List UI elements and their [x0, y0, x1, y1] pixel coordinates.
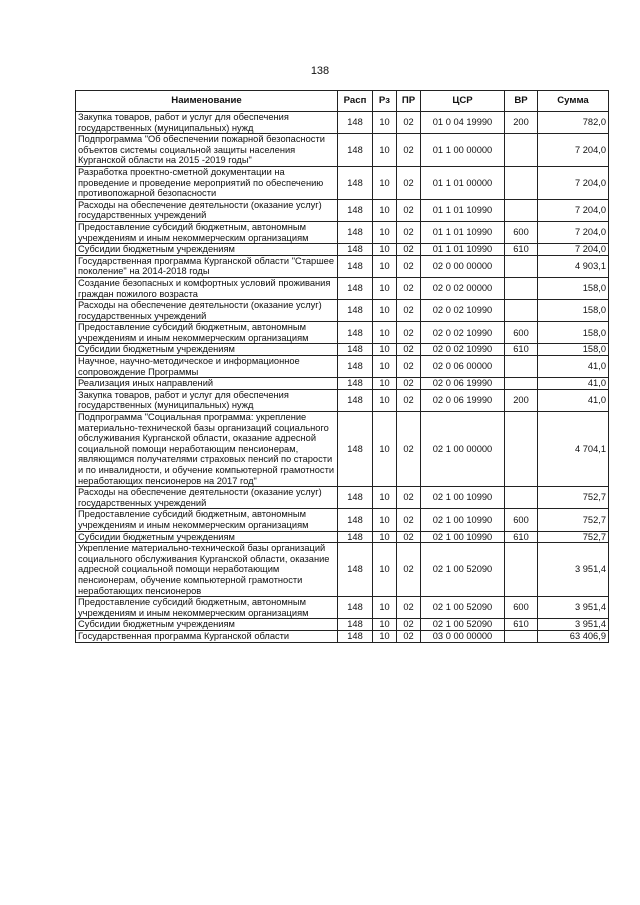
row-pr: 02	[397, 597, 421, 619]
row-csr: 02 1 00 10990	[421, 509, 505, 531]
row-rasp: 148	[338, 619, 373, 631]
row-rz: 10	[373, 509, 397, 531]
row-pr: 02	[397, 112, 421, 134]
row-vr	[505, 277, 538, 299]
row-csr: 02 0 02 10990	[421, 344, 505, 356]
row-rasp: 148	[338, 134, 373, 167]
row-vr: 200	[505, 389, 538, 411]
row-csr: 02 1 00 00000	[421, 412, 505, 487]
row-name: Закупка товаров, работ и услуг для обеспечения государственных (муниципальных) нужд	[76, 389, 338, 411]
table-row	[76, 630, 609, 642]
row-csr: 02 0 02 10990	[421, 300, 505, 322]
row-csr: 01 1 00 00000	[421, 134, 505, 167]
row-rz: 10	[373, 543, 397, 597]
row-rasp: 148	[338, 322, 373, 344]
row-name: Предоставление субсидий бюджетным, автономным учреждениям и иным некоммерческим организациям	[76, 322, 338, 344]
row-name: Разработка проектно-сметной документации на проведение и проведение мероприятий по обеспечению противопожарной безопасности	[76, 166, 338, 199]
row-csr: 01 1 01 00000	[421, 166, 505, 199]
row-pr: 02	[397, 166, 421, 199]
table-row	[76, 389, 609, 411]
row-pr: 02	[397, 244, 421, 256]
row-rasp: 148	[338, 509, 373, 531]
row-rasp: 148	[338, 531, 373, 543]
row-csr: 02 0 06 19990	[421, 389, 505, 411]
row-vr: 610	[505, 619, 538, 631]
row-name: Предоставление субсидий бюджетным, автономным учреждениям и иным некоммерческим организациям	[76, 509, 338, 531]
row-rz: 10	[373, 322, 397, 344]
row-sum: 752,7	[538, 509, 609, 531]
row-vr	[505, 378, 538, 390]
row-rz: 10	[373, 389, 397, 411]
row-vr	[505, 412, 538, 487]
row-rz: 10	[373, 412, 397, 487]
row-pr: 02	[397, 199, 421, 221]
row-rasp: 148	[338, 378, 373, 390]
column-header-name: Наименование	[76, 91, 338, 112]
row-pr: 02	[397, 412, 421, 487]
row-sum: 158,0	[538, 300, 609, 322]
row-rasp: 148	[338, 630, 373, 642]
row-rasp: 148	[338, 255, 373, 277]
row-sum: 7 204,0	[538, 134, 609, 167]
row-name: Государственная программа Курганской области "Старшее поколение" на 2014-2018 годы	[76, 255, 338, 277]
row-vr	[505, 356, 538, 378]
table-row	[76, 543, 609, 597]
row-sum: 7 204,0	[538, 199, 609, 221]
column-header-rz: Рз	[373, 91, 397, 112]
row-rz: 10	[373, 300, 397, 322]
row-rasp: 148	[338, 112, 373, 134]
row-name: Государственная программа Курганской области	[76, 630, 338, 642]
row-csr: 01 1 01 10990	[421, 199, 505, 221]
column-header-csr: ЦСР	[421, 91, 505, 112]
row-rz: 10	[373, 255, 397, 277]
row-rz: 10	[373, 244, 397, 256]
row-sum: 158,0	[538, 344, 609, 356]
row-pr: 02	[397, 255, 421, 277]
row-rasp: 148	[338, 543, 373, 597]
table-row	[76, 221, 609, 243]
row-rasp: 148	[338, 389, 373, 411]
row-name: Предоставление субсидий бюджетным, автономным учреждениям и иным некоммерческим организациям	[76, 221, 338, 243]
row-name: Предоставление субсидий бюджетным, автономным учреждениям и иным некоммерческим организациям	[76, 597, 338, 619]
column-header-pr: ПР	[397, 91, 421, 112]
row-sum: 3 951,4	[538, 597, 609, 619]
row-sum: 3 951,4	[538, 619, 609, 631]
row-pr: 02	[397, 509, 421, 531]
row-csr: 01 1 01 10990	[421, 244, 505, 256]
table-row	[76, 166, 609, 199]
row-pr: 02	[397, 619, 421, 631]
table-row	[76, 344, 609, 356]
row-csr: 02 0 02 10990	[421, 322, 505, 344]
row-pr: 02	[397, 356, 421, 378]
table-row	[76, 619, 609, 631]
row-vr	[505, 255, 538, 277]
table-header-row	[76, 91, 609, 112]
table-row	[76, 531, 609, 543]
column-header-rasp: Расп	[338, 91, 373, 112]
row-sum: 3 951,4	[538, 543, 609, 597]
row-rz: 10	[373, 166, 397, 199]
row-rz: 10	[373, 277, 397, 299]
row-vr	[505, 166, 538, 199]
row-name: Субсидии бюджетным учреждениям	[76, 244, 338, 256]
row-rasp: 148	[338, 356, 373, 378]
row-vr	[505, 543, 538, 597]
row-sum: 752,7	[538, 531, 609, 543]
row-sum: 63 406,9	[538, 630, 609, 642]
table-row	[76, 487, 609, 509]
row-rasp: 148	[338, 199, 373, 221]
table-row	[76, 378, 609, 390]
row-pr: 02	[397, 630, 421, 642]
row-rz: 10	[373, 619, 397, 631]
row-rz: 10	[373, 378, 397, 390]
row-pr: 02	[397, 221, 421, 243]
row-rasp: 148	[338, 221, 373, 243]
row-csr: 02 0 06 00000	[421, 356, 505, 378]
row-vr: 200	[505, 112, 538, 134]
row-name: Научное, научно-методическое и информационное сопровождение Программы	[76, 356, 338, 378]
row-rasp: 148	[338, 487, 373, 509]
row-sum: 7 204,0	[538, 244, 609, 256]
row-name: Подпрограмма "Об обеспечении пожарной безопасности объектов системы социальной защиты населения Курганской области на 2015 -2019 годы"	[76, 134, 338, 167]
row-vr	[505, 630, 538, 642]
row-rz: 10	[373, 531, 397, 543]
row-csr: 02 0 06 19990	[421, 378, 505, 390]
row-csr: 02 0 00 00000	[421, 255, 505, 277]
row-csr: 02 0 02 00000	[421, 277, 505, 299]
row-rz: 10	[373, 112, 397, 134]
row-pr: 02	[397, 300, 421, 322]
row-name: Расходы на обеспечение деятельности (оказание услуг) государственных учреждений	[76, 199, 338, 221]
table-body	[76, 112, 609, 643]
row-pr: 02	[397, 531, 421, 543]
row-vr	[505, 134, 538, 167]
row-sum: 7 204,0	[538, 221, 609, 243]
row-sum: 752,7	[538, 487, 609, 509]
row-rasp: 148	[338, 166, 373, 199]
row-sum: 7 204,0	[538, 166, 609, 199]
row-pr: 02	[397, 134, 421, 167]
row-pr: 02	[397, 277, 421, 299]
budget-table	[75, 90, 609, 643]
row-name: Субсидии бюджетным учреждениям	[76, 531, 338, 543]
row-rasp: 148	[338, 300, 373, 322]
row-vr: 610	[505, 531, 538, 543]
row-vr: 600	[505, 322, 538, 344]
row-vr: 600	[505, 597, 538, 619]
row-sum: 41,0	[538, 389, 609, 411]
row-name: Расходы на обеспечение деятельности (оказание услуг) государственных учреждений	[76, 487, 338, 509]
row-vr	[505, 300, 538, 322]
row-rasp: 148	[338, 597, 373, 619]
row-vr: 610	[505, 344, 538, 356]
row-sum: 158,0	[538, 322, 609, 344]
row-csr: 01 0 04 19990	[421, 112, 505, 134]
table-row	[76, 322, 609, 344]
row-sum: 41,0	[538, 378, 609, 390]
row-rasp: 148	[338, 412, 373, 487]
row-vr: 610	[505, 244, 538, 256]
table-row	[76, 356, 609, 378]
row-vr	[505, 199, 538, 221]
row-rasp: 148	[338, 277, 373, 299]
row-pr: 02	[397, 543, 421, 597]
table-row	[76, 255, 609, 277]
row-rasp: 148	[338, 344, 373, 356]
table-row	[76, 300, 609, 322]
row-sum: 4 903,1	[538, 255, 609, 277]
row-vr	[505, 487, 538, 509]
row-name: Субсидии бюджетным учреждениям	[76, 619, 338, 631]
row-csr: 01 1 01 10990	[421, 221, 505, 243]
row-csr: 02 1 00 10990	[421, 531, 505, 543]
row-rz: 10	[373, 356, 397, 378]
row-pr: 02	[397, 322, 421, 344]
column-header-vr: ВР	[505, 91, 538, 112]
table-row	[76, 509, 609, 531]
row-pr: 02	[397, 378, 421, 390]
row-rz: 10	[373, 487, 397, 509]
table-row	[76, 199, 609, 221]
row-vr: 600	[505, 509, 538, 531]
row-rasp: 148	[338, 244, 373, 256]
table-row	[76, 134, 609, 167]
row-sum: 41,0	[538, 356, 609, 378]
row-rz: 10	[373, 630, 397, 642]
row-name: Реализация иных направлений	[76, 378, 338, 390]
row-csr: 02 1 00 10990	[421, 487, 505, 509]
table-row	[76, 244, 609, 256]
table-row	[76, 412, 609, 487]
row-name: Подпрограмма "Социальная программа: укрепление материально-технической базы организаций социального обслуживания Курганской области, оказание адресной социальной помощи неработающим пенсионерам, являющимся получателями страховых пенсий по старости и по инвалидности, и обучение компьютерной грамотности неработающих пенсионеров на 2017 год"	[76, 412, 338, 487]
table-row	[76, 112, 609, 134]
row-pr: 02	[397, 389, 421, 411]
row-pr: 02	[397, 344, 421, 356]
row-name: Расходы на обеспечение деятельности (оказание услуг) государственных учреждений	[76, 300, 338, 322]
table-row	[76, 597, 609, 619]
row-sum: 4 704,1	[538, 412, 609, 487]
table-row	[76, 277, 609, 299]
row-csr: 03 0 00 00000	[421, 630, 505, 642]
row-rz: 10	[373, 344, 397, 356]
row-csr: 02 1 00 52090	[421, 619, 505, 631]
row-sum: 782,0	[538, 112, 609, 134]
row-sum: 158,0	[538, 277, 609, 299]
row-rz: 10	[373, 199, 397, 221]
row-vr: 600	[505, 221, 538, 243]
row-rz: 10	[373, 134, 397, 167]
row-csr: 02 1 00 52090	[421, 543, 505, 597]
row-name: Создание безопасных и комфортных условий проживания граждан пожилого возраста	[76, 277, 338, 299]
row-rz: 10	[373, 597, 397, 619]
row-name: Закупка товаров, работ и услуг для обеспечения государственных (муниципальных) нужд	[76, 112, 338, 134]
row-csr: 02 1 00 52090	[421, 597, 505, 619]
row-name: Укрепление материально-технической базы организаций социального обслуживания Курганской области, оказание адресной социальной помощи неработающим пенсионерам, обучение компьютерной грамотности неработающих пенсионеров	[76, 543, 338, 597]
column-header-sum: Сумма	[538, 91, 609, 112]
row-rz: 10	[373, 221, 397, 243]
row-pr: 02	[397, 487, 421, 509]
row-name: Субсидии бюджетным учреждениям	[76, 344, 338, 356]
page-number: 138	[310, 65, 330, 77]
